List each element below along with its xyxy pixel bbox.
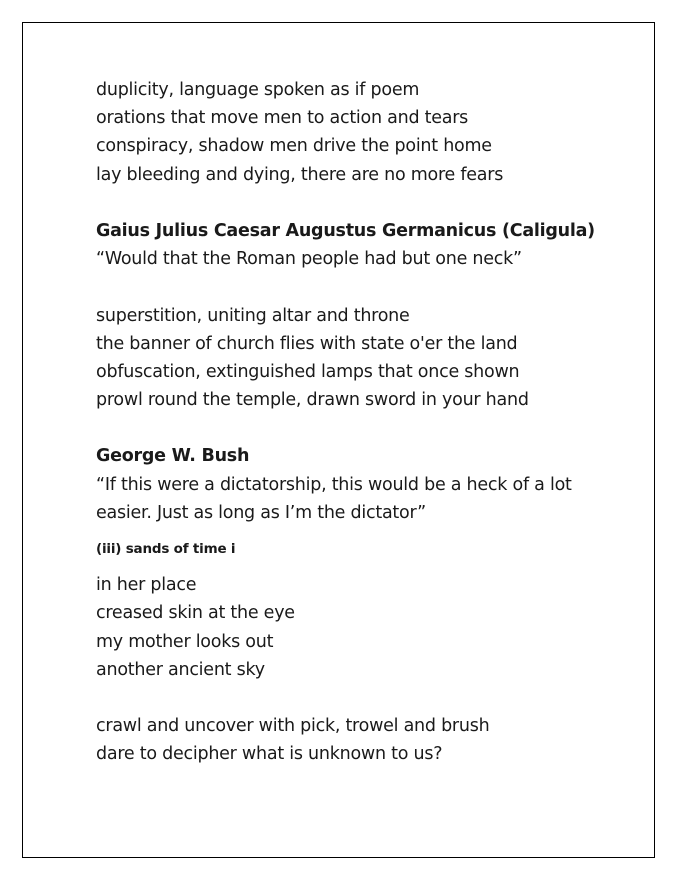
poem-line: superstition, uniting altar and throne [96,305,410,326]
quote-text: easier. Just as long as I’m the dictator” [96,502,426,523]
poem-line: lay bleeding and dying, there are no more fears [96,164,504,185]
poem-line: the banner of church flies with state o'er the land [96,333,518,354]
stanza-gap [96,414,636,442]
poem-line: crawl and uncover with pick, trowel and brush [96,716,490,737]
poem-line: my mother looks out [96,631,274,652]
section-heading: (iii) sands of time i [96,541,236,557]
poem-line: another ancient sky [96,659,265,680]
quote-speaker: Gaius Julius Caesar Augustus Germanicus (Caligula) [96,220,595,241]
quote-bush [96,442,636,527]
stanza-gap [96,684,636,712]
poem-line: orations that move men to action and tears [96,108,469,129]
stanza-2 [96,302,636,415]
poem-body [96,76,636,769]
quote-speaker: George W. Bush [96,446,250,467]
quote-text: “Would that the Roman people had but one neck” [96,249,522,270]
poem-line: obfuscation, extinguished lamps that once shown [96,361,520,382]
poem-line: prowl round the temple, drawn sword in your hand [96,390,529,411]
stanza-1 [96,76,636,189]
poem-line: duplicity, language spoken as if poem [96,80,420,100]
quote-caligula [96,217,636,273]
stanza-gap [96,273,636,301]
quote-text: “If this were a dictatorship, this would be a heck of a lot [96,474,572,495]
stanza-gap [96,189,636,217]
poem-line: in her place [96,575,197,596]
stanza-3 [96,571,636,684]
poem-line: creased skin at the eye [96,603,295,624]
stanza-4 [96,712,636,768]
poem-line: conspiracy, shadow men drive the point home [96,136,492,157]
poem-line: dare to decipher what is unknown to us? [96,744,443,765]
